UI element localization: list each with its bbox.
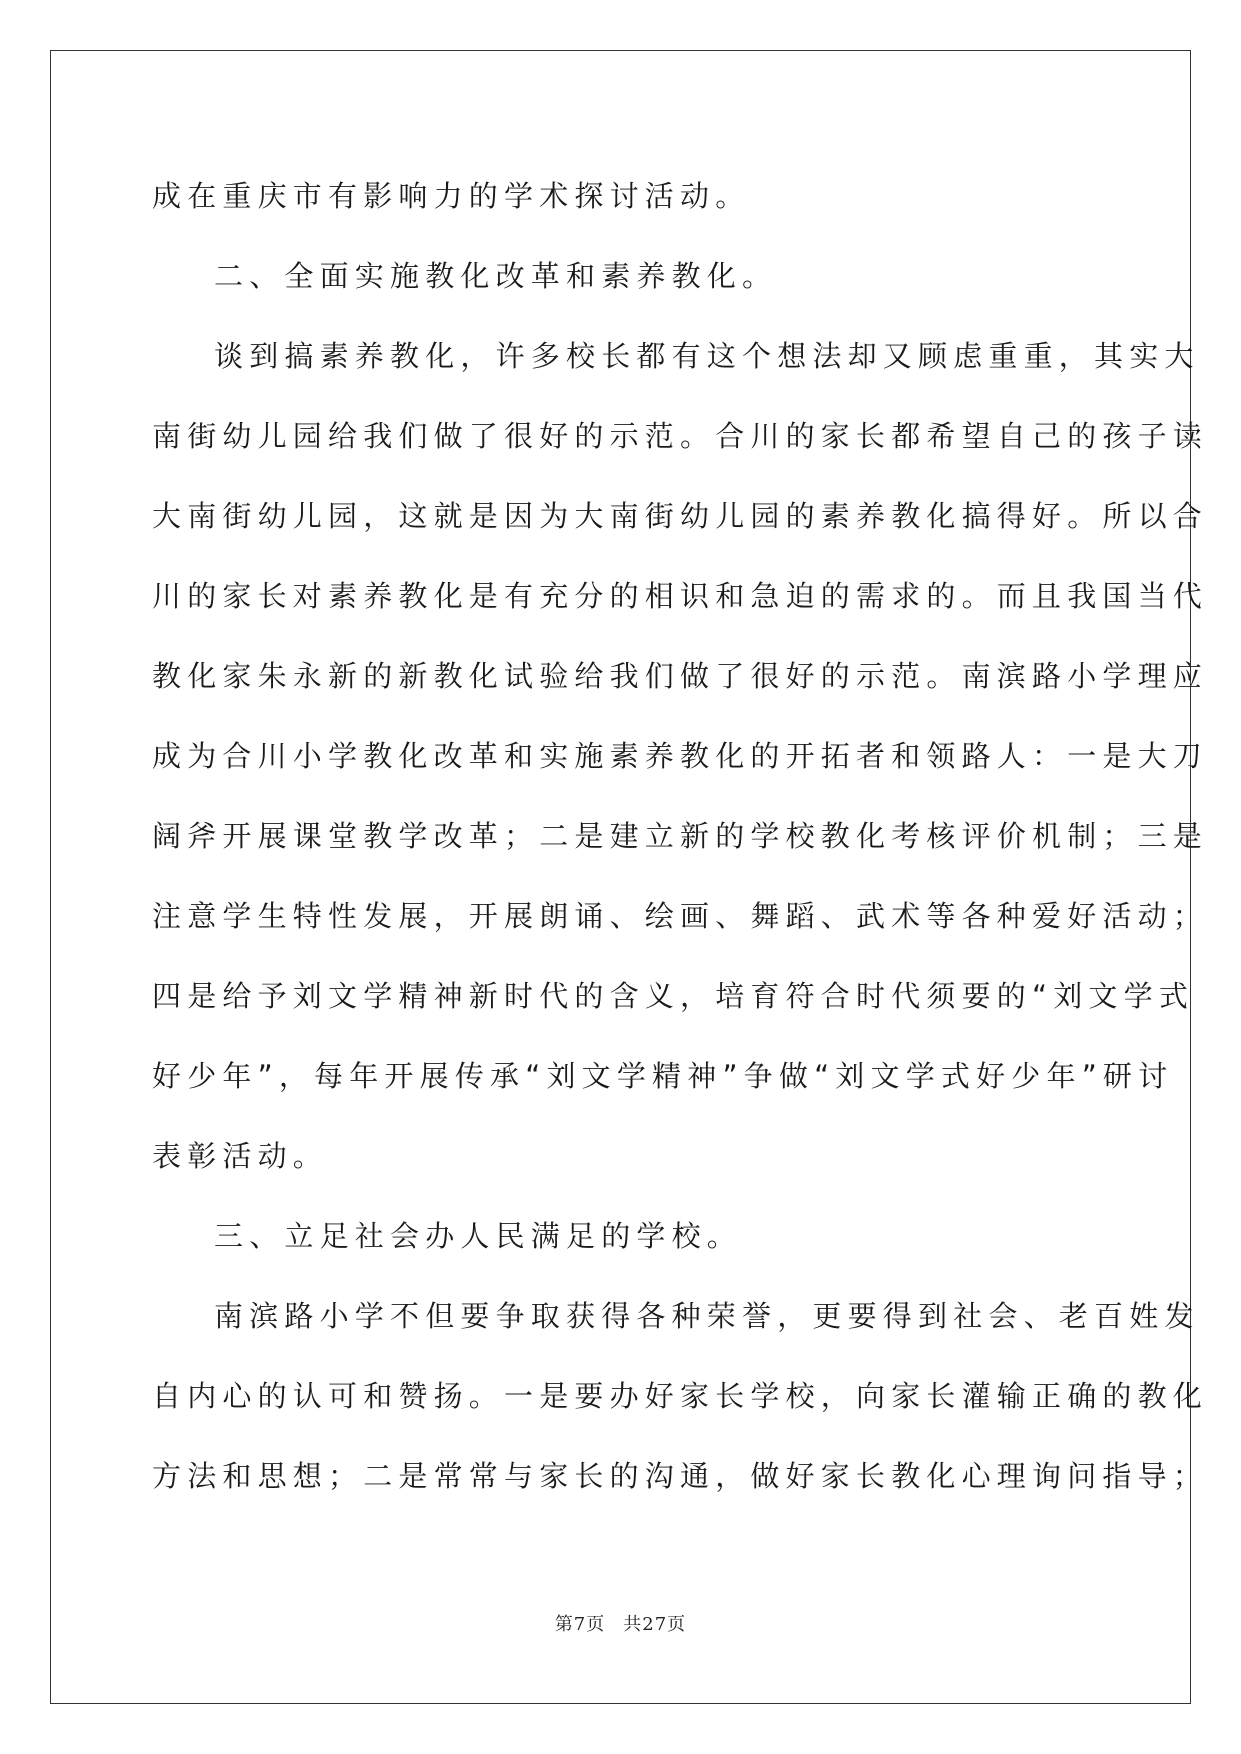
body-line: 川的家长对素养教化是有充分的相识和急迫的需求的。而且我国当代 — [152, 579, 1209, 613]
body-line: 注意学生特性发展，开展朗诵、绘画、舞蹈、武术等各种爱好活动； — [152, 899, 1209, 933]
body-line: 方法和思想；二是常常与家长的沟通，做好家长教化心理询问指导； — [152, 1459, 1209, 1493]
body-line: 四是给予刘文学精神新时代的含义，培育符合时代须要的“刘文学式 — [152, 979, 1195, 1013]
document-body — [152, 156, 1209, 1516]
body-line: 南街幼儿园给我们做了很好的示范。合川的家长都希望自己的孩子读 — [152, 419, 1209, 453]
body-line: 大南街幼儿园，这就是因为大南街幼儿园的素养教化搞得好。所以合 — [152, 499, 1209, 533]
page-number: 第7页 — [554, 1614, 606, 1635]
section-heading: 三、立足社会办人民满足的学校。 — [214, 1219, 743, 1253]
body-line: 表彰活动。 — [152, 1139, 329, 1173]
body-line: 成在重庆市有影响力的学术探讨活动。 — [152, 179, 751, 213]
body-line: 教化家朱永新的新教化试验给我们做了很好的示范。南滨路小学理应 — [152, 659, 1209, 693]
body-line: 阔斧开展课堂教学改革；二是建立新的学校教化考核评价机制；三是 — [152, 819, 1209, 853]
page-total: 共27页 — [623, 1614, 687, 1635]
body-line: 自内心的认可和赞扬。一是要办好家长学校，向家长灌输正确的教化 — [152, 1379, 1209, 1413]
body-line: 南滨路小学不但要争取获得各种荣誉，更要得到社会、老百姓发 — [214, 1299, 1200, 1333]
body-line: 好少年”，每年开展传承“刘文学精神”争做“刘文学式好少年”研讨 — [152, 1059, 1174, 1093]
page-footer — [0, 1610, 1241, 1636]
section-heading: 二、全面实施教化改革和素养教化。 — [214, 259, 778, 293]
body-line: 谈到搞素养教化，许多校长都有这个想法却又顾虑重重，其实大 — [214, 339, 1200, 373]
body-line: 成为合川小学教化改革和实施素养教化的开拓者和领路人：一是大刀 — [152, 739, 1209, 773]
